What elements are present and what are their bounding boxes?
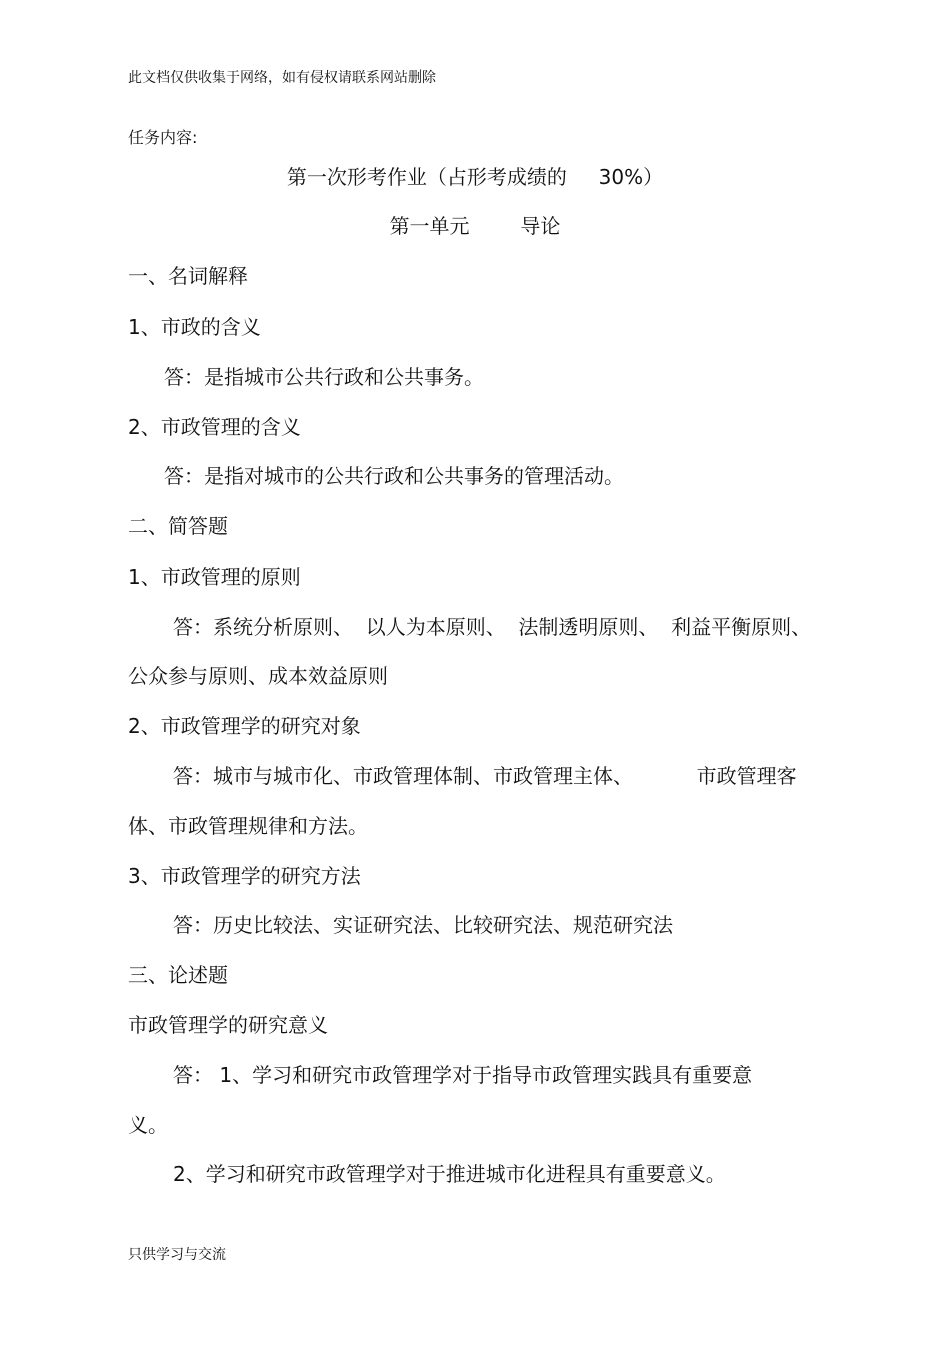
answer-2-2-line-2: 体、市政管理规律和方法。: [128, 814, 368, 838]
task-label: 任务内容:: [128, 128, 198, 147]
answer-2-2-line-1: 答：城市与城市化、市政管理体制、市政管理主体、 市政管理客: [173, 764, 797, 788]
question-2-2: 2、市政管理学的研究对象: [128, 714, 361, 738]
question-1-1: 1、市政的含义: [128, 315, 261, 339]
section-heading-essay: 三、论述题: [128, 963, 228, 987]
unit-title: 第一单元 导论: [389, 214, 561, 238]
document-title: 第一次形考作业（占形考成绩的 30%）: [286, 165, 664, 189]
section-heading-short-answer: 二、简答题: [128, 514, 228, 538]
question-3-1: 市政管理学的研究意义: [128, 1013, 328, 1037]
question-1-2: 2、市政管理的含义: [128, 415, 301, 439]
header-notice: 此文档仅供收集于网络，如有侵权请联系网站删除: [128, 70, 436, 86]
answer-2-1-line-1: 答：系统分析原则、 以人为本原则、 法制透明原则、 利益平衡原则、: [173, 615, 812, 639]
answer-2-3: 答：历史比较法、实证研究法、比较研究法、规范研究法: [173, 913, 673, 937]
answer-1-1: 答：是指城市公共行政和公共事务。: [164, 365, 484, 389]
answer-3-1-line-3: 2、学习和研究市政管理学对于推进城市化进程具有重要意义。: [173, 1162, 726, 1186]
question-2-1: 1、市政管理的原则: [128, 565, 301, 589]
footer-notice: 只供学习与交流: [128, 1247, 226, 1263]
answer-1-2: 答：是指对城市的公共行政和公共事务的管理活动。: [164, 464, 624, 488]
answer-3-1-line-1: 答： 1、学习和研究市政管理学对于指导市政管理实践具有重要意: [173, 1063, 753, 1087]
answer-3-1-line-2: 义。: [128, 1113, 168, 1137]
answer-2-1-line-2: 公众参与原则、成本效益原则: [128, 664, 388, 688]
section-heading-definitions: 一、名词解释: [128, 264, 248, 288]
question-2-3: 3、市政管理学的研究方法: [128, 864, 361, 888]
